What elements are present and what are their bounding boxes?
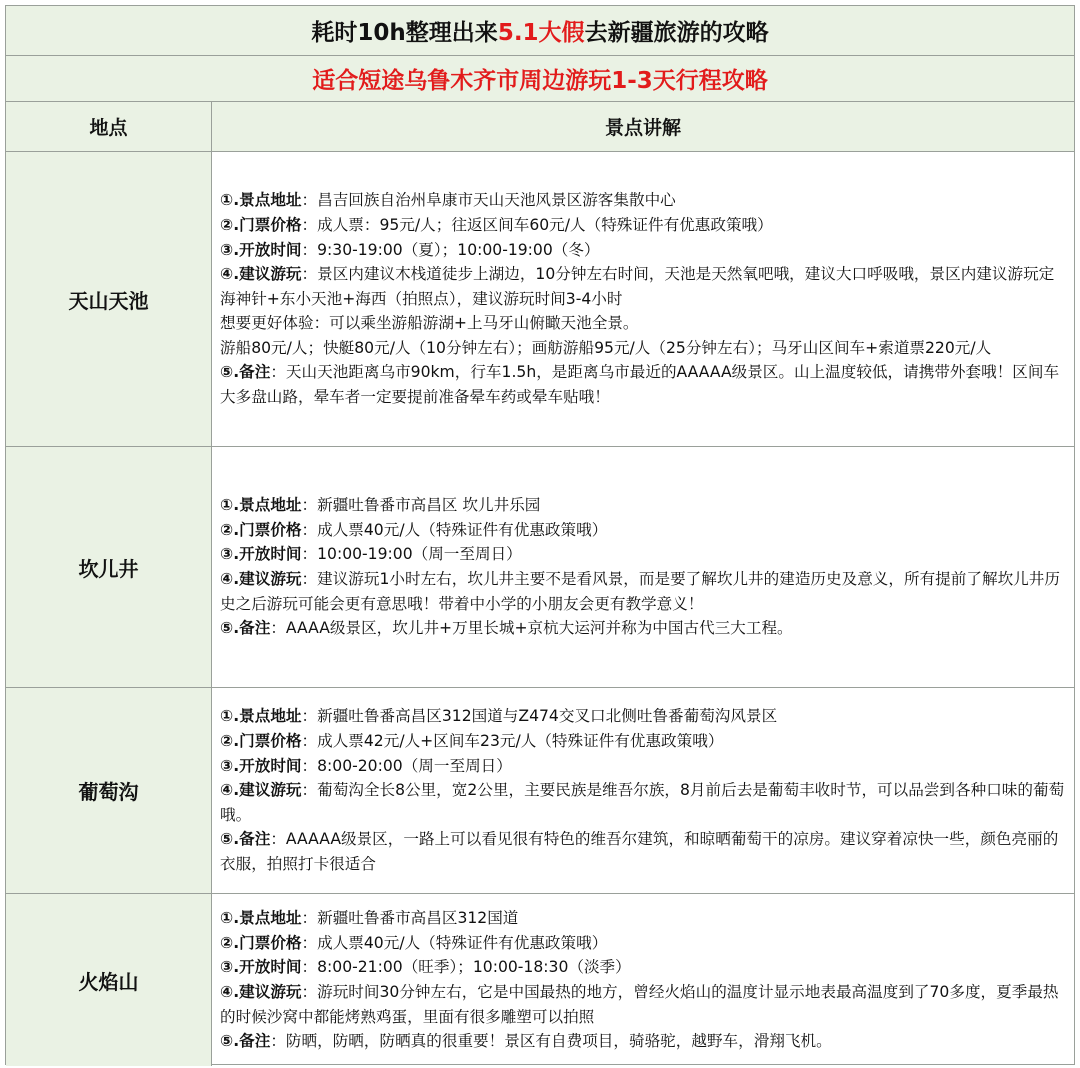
description-cell bbox=[212, 688, 1074, 893]
detail-line bbox=[220, 729, 1066, 754]
detail-line bbox=[220, 616, 1066, 641]
detail-line bbox=[220, 827, 1066, 876]
detail-label: ①.景点地址 bbox=[220, 909, 302, 928]
detail-line bbox=[220, 567, 1066, 616]
detail-text: ：9:30-19:00（夏）；10:00-19:00（冬） bbox=[301, 240, 600, 259]
page-subtitle: 适合短途乌鲁木齐市周边游玩1-3天行程攻略 bbox=[6, 56, 1074, 102]
detail-line bbox=[220, 360, 1066, 409]
detail-label: ④.建议游玩 bbox=[220, 781, 302, 800]
detail-text: ：建议游玩1小时左右，坎儿井主要不是看风景，而是要了解坎儿井的建造历史及意义，所有提前了解坎儿井历史之后游玩可能会更有意思哦！带着中小学的小朋友会更有教学意义！ bbox=[220, 570, 1060, 613]
detail-text: ：成人票40元/人（特殊证件有优惠政策哦） bbox=[301, 520, 608, 539]
description-cell bbox=[212, 447, 1074, 687]
table-row bbox=[6, 447, 1074, 688]
location-cell: 火焰山 bbox=[6, 894, 212, 1066]
detail-label: ③.开放时间 bbox=[220, 545, 302, 564]
detail-label: ②.门票价格 bbox=[220, 520, 302, 539]
detail-line bbox=[220, 754, 1066, 779]
guide-table bbox=[5, 5, 1075, 1065]
detail-label: ②.门票价格 bbox=[220, 215, 302, 234]
detail-label: ③.开放时间 bbox=[220, 756, 302, 775]
page-title bbox=[6, 6, 1074, 56]
detail-line bbox=[220, 311, 1066, 336]
description-cell bbox=[212, 894, 1074, 1066]
detail-text: ：8:00-21:00（旺季）；10:00-18:30（淡季） bbox=[301, 958, 631, 977]
detail-line bbox=[220, 906, 1066, 931]
table-header bbox=[6, 102, 1074, 152]
detail-line bbox=[220, 188, 1066, 213]
detail-label: ①.景点地址 bbox=[220, 707, 302, 726]
detail-text: ：成人票40元/人（特殊证件有优惠政策哦） bbox=[301, 933, 608, 952]
detail-line bbox=[220, 336, 1066, 361]
detail-line bbox=[220, 955, 1066, 980]
detail-line bbox=[220, 1029, 1066, 1054]
table-row bbox=[6, 894, 1074, 1066]
location-cell: 葡萄沟 bbox=[6, 688, 212, 893]
table-row bbox=[6, 152, 1074, 447]
detail-text: ：新疆吐鲁番高昌区312国道与Z474交叉口北侧吐鲁番葡萄沟风景区 bbox=[301, 707, 778, 726]
detail-label: ③.开放时间 bbox=[220, 240, 302, 259]
table-row bbox=[6, 688, 1074, 894]
detail-line bbox=[220, 238, 1066, 263]
detail-text: ：游玩时间30分钟左右，它是中国最热的地方，曾经火焰山的温度计显示地表最高温度到了70多度，夏季最热的时候沙窝中都能烤熟鸡蛋，里面有很多雕塑可以拍照 bbox=[220, 983, 1059, 1026]
detail-label: ⑤.备注 bbox=[220, 619, 271, 638]
detail-text: ：景区内建议木栈道徒步上湖边，10分钟左右时间，天池是天然氧吧哦，建议大口呼吸哦，景区内建议游玩定海神针+东小天池+海西（拍照点），建议游玩时间3-4小时 bbox=[220, 265, 1055, 308]
detail-text: 想要更好体验：可以乘坐游船游湖+上马牙山俯瞰天池全景。 bbox=[220, 314, 639, 333]
detail-line bbox=[220, 931, 1066, 956]
title-highlight: 5.1大假 bbox=[497, 20, 585, 46]
detail-label: ⑤.备注 bbox=[220, 1032, 271, 1051]
detail-text: ：AAAA级景区，坎儿井+万里长城+京杭大运河并称为中国古代三大工程。 bbox=[270, 619, 793, 638]
detail-text: ：新疆吐鲁番市高昌区 坎儿井乐园 bbox=[301, 496, 541, 515]
detail-line bbox=[220, 980, 1066, 1029]
title-suffix: 去新疆旅游的攻略 bbox=[584, 20, 769, 46]
detail-label: ③.开放时间 bbox=[220, 958, 302, 977]
detail-label: ⑤.备注 bbox=[220, 363, 271, 382]
title-prefix: 耗时10h整理出来 bbox=[311, 20, 498, 46]
detail-text: ：AAAAA级景区，一路上可以看见很有特色的维吾尔建筑，和晾晒葡萄干的凉房。建议穿着凉快一些，颜色亮丽的衣服，拍照打卡很适合 bbox=[220, 830, 1059, 873]
detail-line bbox=[220, 704, 1066, 729]
location-cell: 天山天池 bbox=[6, 152, 212, 446]
detail-label: ⑤.备注 bbox=[220, 830, 271, 849]
detail-text: ：天山天池距离乌市90km，行车1.5h，是距离乌市最近的AAAAA级景区。山上温度较低，请携带外套哦！区间车大多盘山路，晕车者一定要提前准备晕车药或晕车贴哦！ bbox=[220, 363, 1060, 407]
detail-line bbox=[220, 518, 1066, 543]
detail-text: ：成人票：95元/人；往返区间车60元/人（特殊证件有优惠政策哦） bbox=[301, 215, 773, 234]
detail-line bbox=[220, 493, 1066, 518]
header-location: 地点 bbox=[6, 102, 212, 151]
detail-text: ：8:00-20:00（周一至周日） bbox=[301, 756, 512, 775]
detail-line bbox=[220, 542, 1066, 567]
detail-label: ①.景点地址 bbox=[220, 496, 302, 515]
detail-text: 游船80元/人；快艇80元/人（10分钟左右）；画舫游船95元/人（25分钟左右）；马牙山区间车+索道票220元/人 bbox=[220, 338, 992, 357]
detail-label: ④.建议游玩 bbox=[220, 265, 302, 284]
description-cell bbox=[212, 152, 1074, 446]
detail-line bbox=[220, 213, 1066, 238]
detail-label: ④.建议游玩 bbox=[220, 983, 302, 1001]
detail-text: ：葡萄沟全长8公里，宽2公里，主要民族是维吾尔族，8月前后去是葡萄丰收时节，可以品尝到各种口味的葡萄哦。 bbox=[220, 781, 1065, 824]
detail-label: ②.门票价格 bbox=[220, 732, 302, 751]
detail-text: ：昌吉回族自治州阜康市天山天池风景区游客集散中心 bbox=[301, 191, 676, 210]
detail-text: ：成人票42元/人+区间车23元/人（特殊证件有优惠政策哦） bbox=[301, 732, 724, 751]
detail-label: ④.建议游玩 bbox=[220, 570, 302, 588]
location-cell: 坎儿井 bbox=[6, 447, 212, 687]
detail-text: ：10:00-19:00（周一至周日） bbox=[301, 545, 522, 564]
detail-line bbox=[220, 778, 1066, 827]
detail-text: ：新疆吐鲁番市高昌区312国道 bbox=[301, 909, 519, 928]
detail-line bbox=[220, 262, 1066, 311]
detail-text: ：防晒，防晒，防晒真的很重要！景区有自费项目，骑骆驼，越野车，滑翔飞机。 bbox=[270, 1032, 832, 1051]
header-description: 景点讲解 bbox=[604, 117, 681, 139]
detail-label: ①.景点地址 bbox=[220, 191, 302, 210]
detail-label: ②.门票价格 bbox=[220, 933, 302, 952]
